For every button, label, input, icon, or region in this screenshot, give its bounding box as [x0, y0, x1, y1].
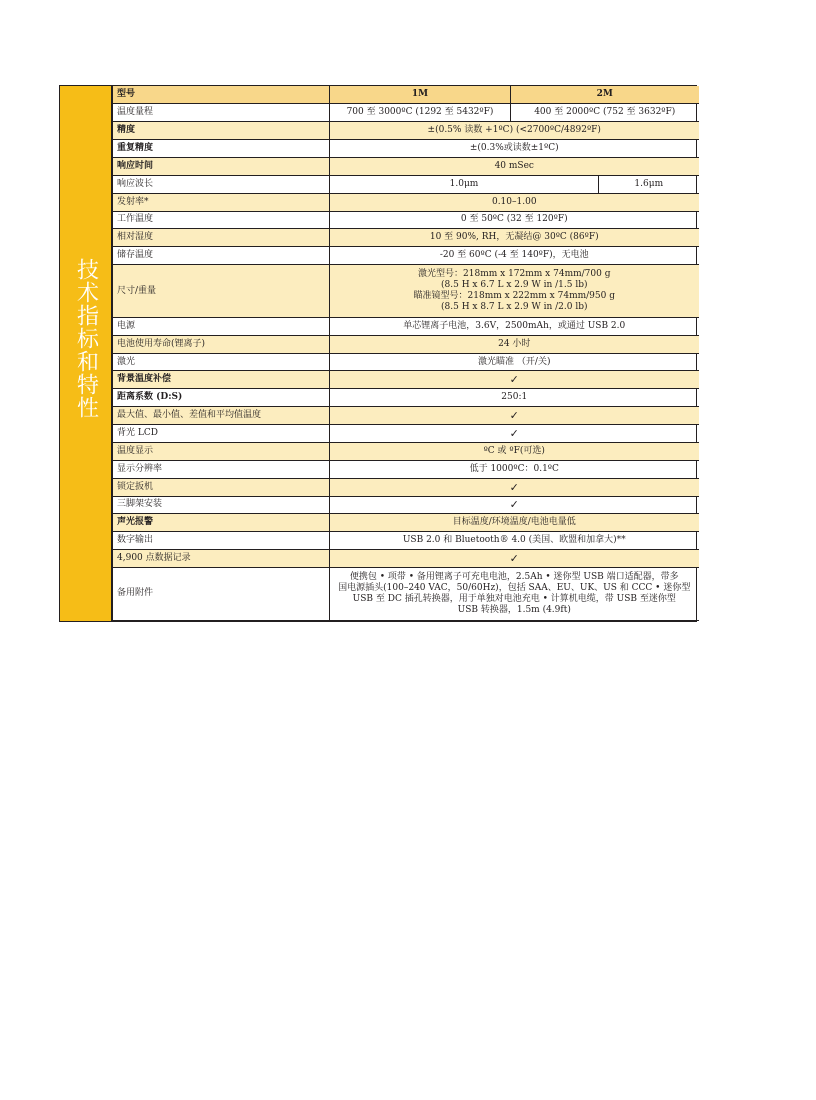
checkmark-icon: ✓	[330, 496, 699, 514]
header-model-2m: 2M	[511, 86, 699, 104]
table-row	[113, 211, 699, 229]
row-value: 250:1	[330, 389, 699, 407]
row-value: 10 至 90%, RH，无凝结@ 30ºC (86ºF)	[330, 229, 699, 247]
row-value	[330, 567, 699, 620]
dims-line: 瞄准镜型号：218mm x 222mm x 74mm/950 g	[413, 291, 615, 301]
row-label: 尺寸/重量	[113, 265, 330, 318]
table-row	[113, 442, 699, 460]
checkmark-icon: ✓	[330, 371, 699, 389]
table-row	[113, 371, 699, 389]
row-value: ±(0.3%或读数±1ºC)	[330, 140, 699, 158]
row-label: 响应时间	[113, 157, 330, 175]
checkmark-icon: ✓	[330, 425, 699, 443]
table-row	[113, 122, 699, 140]
row-label: 相对湿度	[113, 229, 330, 247]
table-row	[113, 550, 699, 568]
row-value: USB 2.0 和 Bluetooth® 4.0 (美国、欧盟和加拿大)**	[330, 532, 699, 550]
table-row	[113, 567, 699, 620]
table-row	[113, 407, 699, 425]
table-row	[113, 193, 699, 211]
row-value: -20 至 60ºC (-4 至 140ºF)，无电池	[330, 247, 699, 265]
row-label: 电池使用寿命(锂离子)	[113, 335, 330, 353]
row-label: 备用附件	[113, 567, 330, 620]
table-row	[113, 425, 699, 443]
row-label: 工作温度	[113, 211, 330, 229]
row-label: 响应波长	[113, 175, 330, 193]
row-label: 储存温度	[113, 247, 330, 265]
row-value-2m: 1.6μm	[599, 175, 699, 193]
table-row	[113, 247, 699, 265]
dims-line: (8.5 H x 6.7 L x 2.9 W in /1.5 lb)	[441, 280, 588, 290]
row-label: 精度	[113, 122, 330, 140]
table-row	[113, 532, 699, 550]
table-row	[113, 514, 699, 532]
row-value: 激光瞄准 （开/关)	[330, 353, 699, 371]
table-row	[113, 175, 699, 193]
row-label: 距离系数 (D:S)	[113, 389, 330, 407]
table-row	[113, 317, 699, 335]
row-value: 低于 1000ºC：0.1ºC	[330, 460, 699, 478]
row-value: 40 mSec	[330, 157, 699, 175]
accessory-line: 国电源插头(100–240 VAC，50/60Hz)，包括 SAA、EU、UK、US 和 CCC • 迷你型	[338, 582, 691, 593]
dims-line: (8.5 H x 8.7 L x 2.9 W in /2.0 lb)	[441, 302, 588, 312]
row-value-1m: 700 至 3000ºC (1292 至 5432ºF)	[330, 104, 511, 122]
row-label: 4,900 点数据记录	[113, 550, 330, 568]
row-label: 背光 LCD	[113, 425, 330, 443]
row-label: 数字输出	[113, 532, 330, 550]
row-label: 电源	[113, 317, 330, 335]
row-label: 显示分辨率	[113, 460, 330, 478]
checkmark-icon: ✓	[330, 407, 699, 425]
table-row	[113, 389, 699, 407]
dims-line: 激光型号：218mm x 172mm x 74mm/700 g	[418, 269, 611, 279]
table-row	[113, 104, 699, 122]
table-row	[113, 229, 699, 247]
row-label: 背景温度补偿	[113, 371, 330, 389]
table-row	[113, 265, 699, 318]
spec-table	[112, 86, 699, 621]
row-value: 目标温度/环境温度/电池电量低	[330, 514, 699, 532]
spec-table-frame	[59, 85, 697, 622]
accessory-line: USB 转换器，1.5m (4.9ft)	[457, 604, 571, 615]
header-row	[113, 86, 699, 104]
section-sidebar	[60, 86, 112, 621]
table-row	[113, 140, 699, 158]
row-value: 0.10–1.00	[330, 193, 699, 211]
checkmark-icon: ✓	[330, 478, 699, 496]
row-value-1m: 1.0μm	[330, 175, 599, 193]
row-value: 单芯锂离子电池，3.6V，2500mAh，或通过 USB 2.0	[330, 317, 699, 335]
section-title: 技术指标和特性	[73, 258, 99, 419]
row-label: 重复精度	[113, 140, 330, 158]
table-row	[113, 353, 699, 371]
table-row	[113, 496, 699, 514]
table-row	[113, 157, 699, 175]
accessory-line: 便携包 • 项带 • 备用锂离子可充电电池，2.5Ah • 迷你型 USB 端口适配器，带多	[349, 571, 679, 582]
row-label: 激光	[113, 353, 330, 371]
row-label: 发射率*	[113, 193, 330, 211]
row-value	[330, 265, 699, 318]
header-label: 型号	[113, 86, 330, 104]
row-label: 锁定扳机	[113, 478, 330, 496]
table-row	[113, 478, 699, 496]
accessory-line: USB 至 DC 插孔转换器，用于单独对电池充电 • 计算机电缆，带 USB 至迷你型	[352, 593, 676, 604]
row-value-2m: 400 至 2000ºC (752 至 3632ºF)	[511, 104, 699, 122]
row-value: ±(0.5% 读数 +1ºC) (<2700ºC/4892ºF)	[330, 122, 699, 140]
row-label: 三脚架安装	[113, 496, 330, 514]
row-value: 0 至 50ºC (32 至 120ºF)	[330, 211, 699, 229]
header-model-1m: 1M	[330, 86, 511, 104]
table-row	[113, 335, 699, 353]
row-value: ºC 或 ºF(可选)	[330, 442, 699, 460]
row-label: 温度量程	[113, 104, 330, 122]
table-row	[113, 460, 699, 478]
row-label: 温度显示	[113, 442, 330, 460]
row-label: 最大值、最小值、差值和平均值温度	[113, 407, 330, 425]
row-value: 24 小时	[330, 335, 699, 353]
row-label: 声光报警	[113, 514, 330, 532]
checkmark-icon: ✓	[330, 550, 699, 568]
